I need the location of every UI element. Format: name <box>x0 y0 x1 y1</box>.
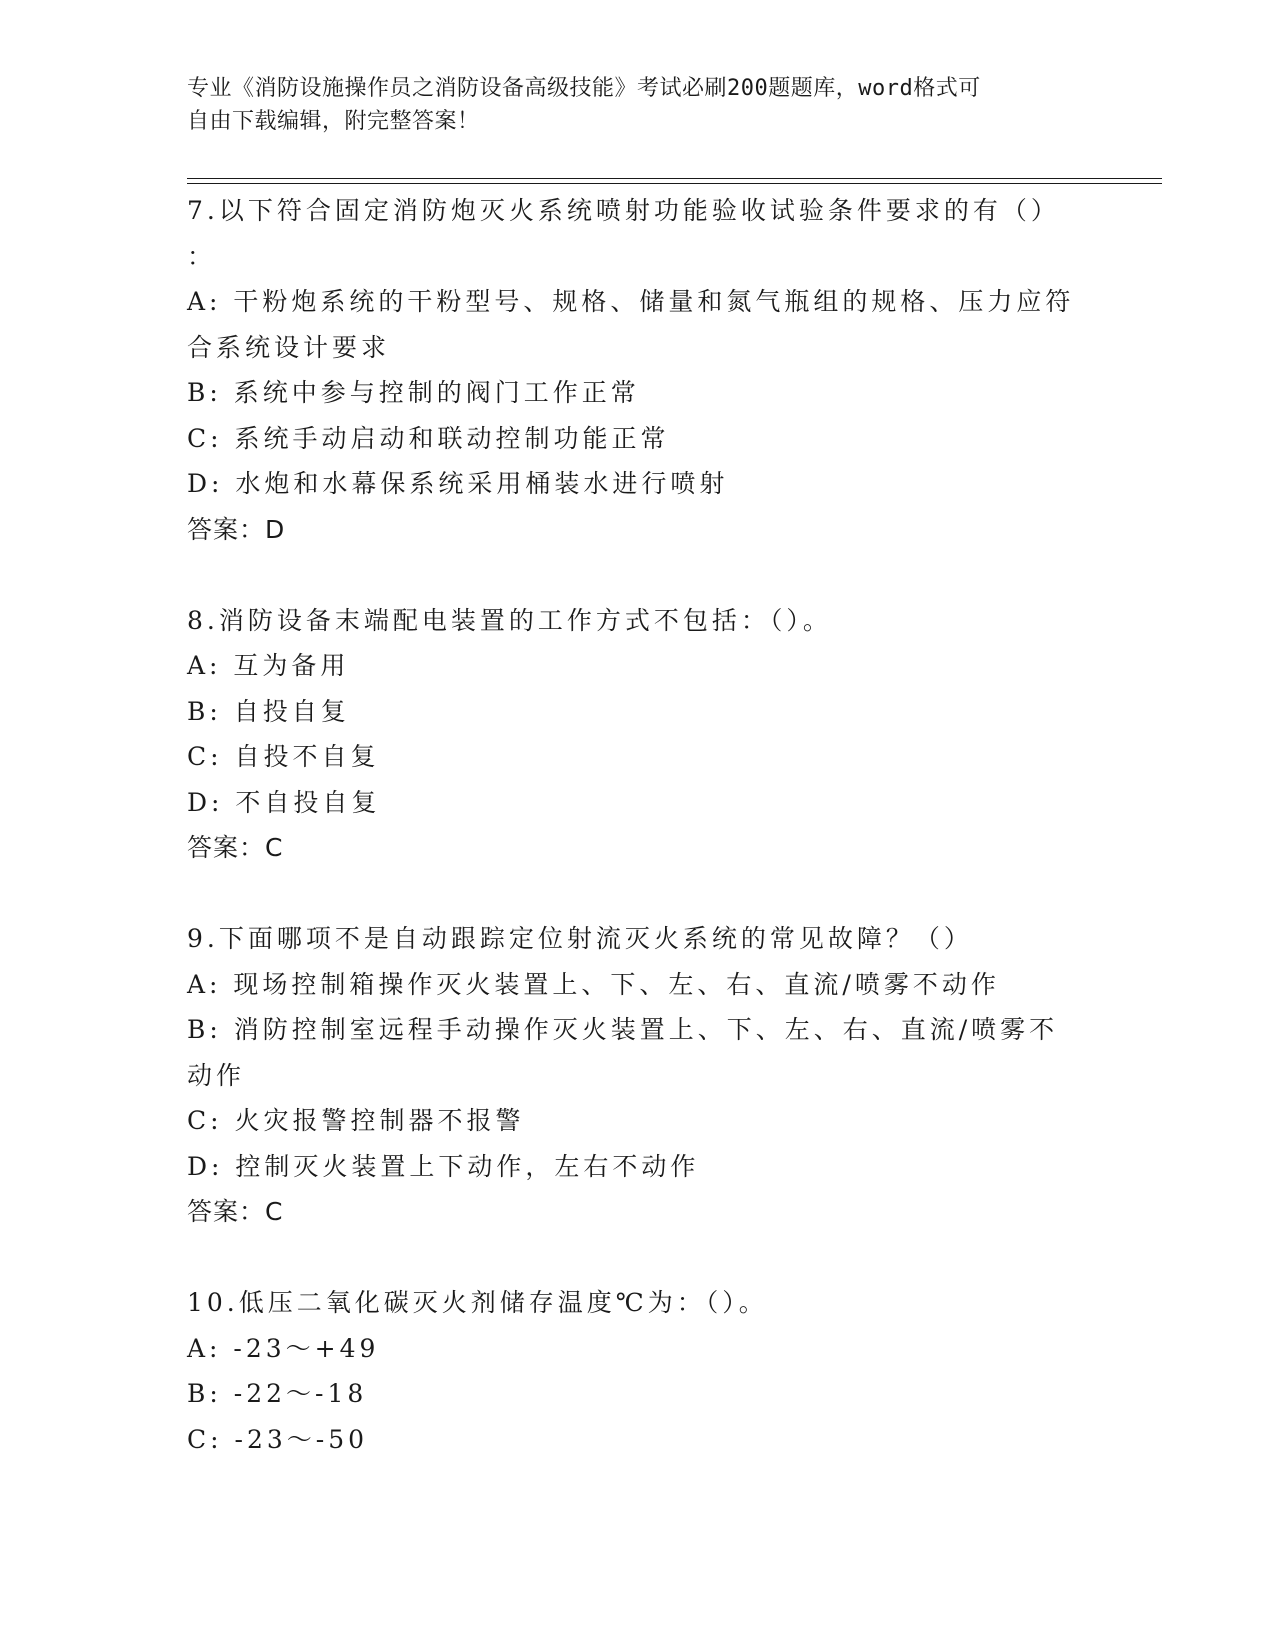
header-divider-top <box>187 178 1162 179</box>
option-a: A: -23～+49 <box>187 1333 380 1363</box>
option-b: B: 系统中参与控制的阀门工作正常 <box>187 378 640 407</box>
option-a: A: 干粉炮系统的干粉型号、规格、储量和氮气瓶组的规格、压力应符 <box>187 287 1075 316</box>
answer-label: 答案：D <box>187 514 286 544</box>
question-9 <box>187 916 1087 1235</box>
question-stem: 9.下面哪项不是自动跟踪定位射流灭火系统的常见故障？（） <box>187 924 973 953</box>
header-line-1: 专业《消防设施操作员之消防设备高级技能》考试必刷200题题库，word格式可 <box>187 76 981 101</box>
header-line-2: 自由下载编辑，附完整答案！ <box>187 109 480 134</box>
option-a: A: 现场控制箱操作灭火装置上、下、左、右、直流/喷雾不动作 <box>187 969 1000 999</box>
question-10 <box>187 1280 1087 1462</box>
question-stem: 10.低压二氧化碳灭火剂储存温度℃为：（）。 <box>187 1288 768 1317</box>
question-list <box>187 188 1087 1462</box>
spacer <box>187 552 1087 598</box>
document-header <box>187 72 1067 138</box>
question-stem: 7.以下符合固定消防炮灭火系统喷射功能验收试验条件要求的有（） <box>187 196 1060 225</box>
spacer <box>187 871 1087 917</box>
question-7 <box>187 188 1087 552</box>
header-divider-bottom <box>187 183 1162 184</box>
option-b: B: 消防控制室远程手动操作灭火装置上、下、左、右、直流/喷雾不 <box>187 1015 1059 1044</box>
option-c: C: 系统手动启动和联动控制功能正常 <box>187 423 670 453</box>
answer-label: 答案：C <box>187 833 284 862</box>
answer-label: 答案：C <box>187 1197 284 1226</box>
option-d: D: 水炮和水幕保系统采用桶装水进行喷射 <box>187 469 729 498</box>
question-8 <box>187 598 1087 871</box>
option-c: C: 自投不自复 <box>187 742 380 771</box>
option-b: B: -22～-18 <box>187 1379 368 1408</box>
spacer <box>187 1235 1087 1281</box>
option-b-continued: 动作 <box>187 1060 246 1090</box>
option-a: A: 互为备用 <box>187 651 350 680</box>
option-c: C: -23～-50 <box>187 1424 369 1454</box>
option-b: B: 自投自复 <box>187 696 350 726</box>
option-d: D: 控制灭火装置上下动作，左右不动作 <box>187 1151 700 1181</box>
question-stem: ： <box>187 241 217 271</box>
option-d: D: 不自投自复 <box>187 787 381 817</box>
question-stem: 8.消防设备末端配电装置的工作方式不包括：（）。 <box>187 605 832 635</box>
option-a-continued: 合系统设计要求 <box>187 332 391 362</box>
option-c: C: 火灾报警控制器不报警 <box>187 1106 525 1135</box>
